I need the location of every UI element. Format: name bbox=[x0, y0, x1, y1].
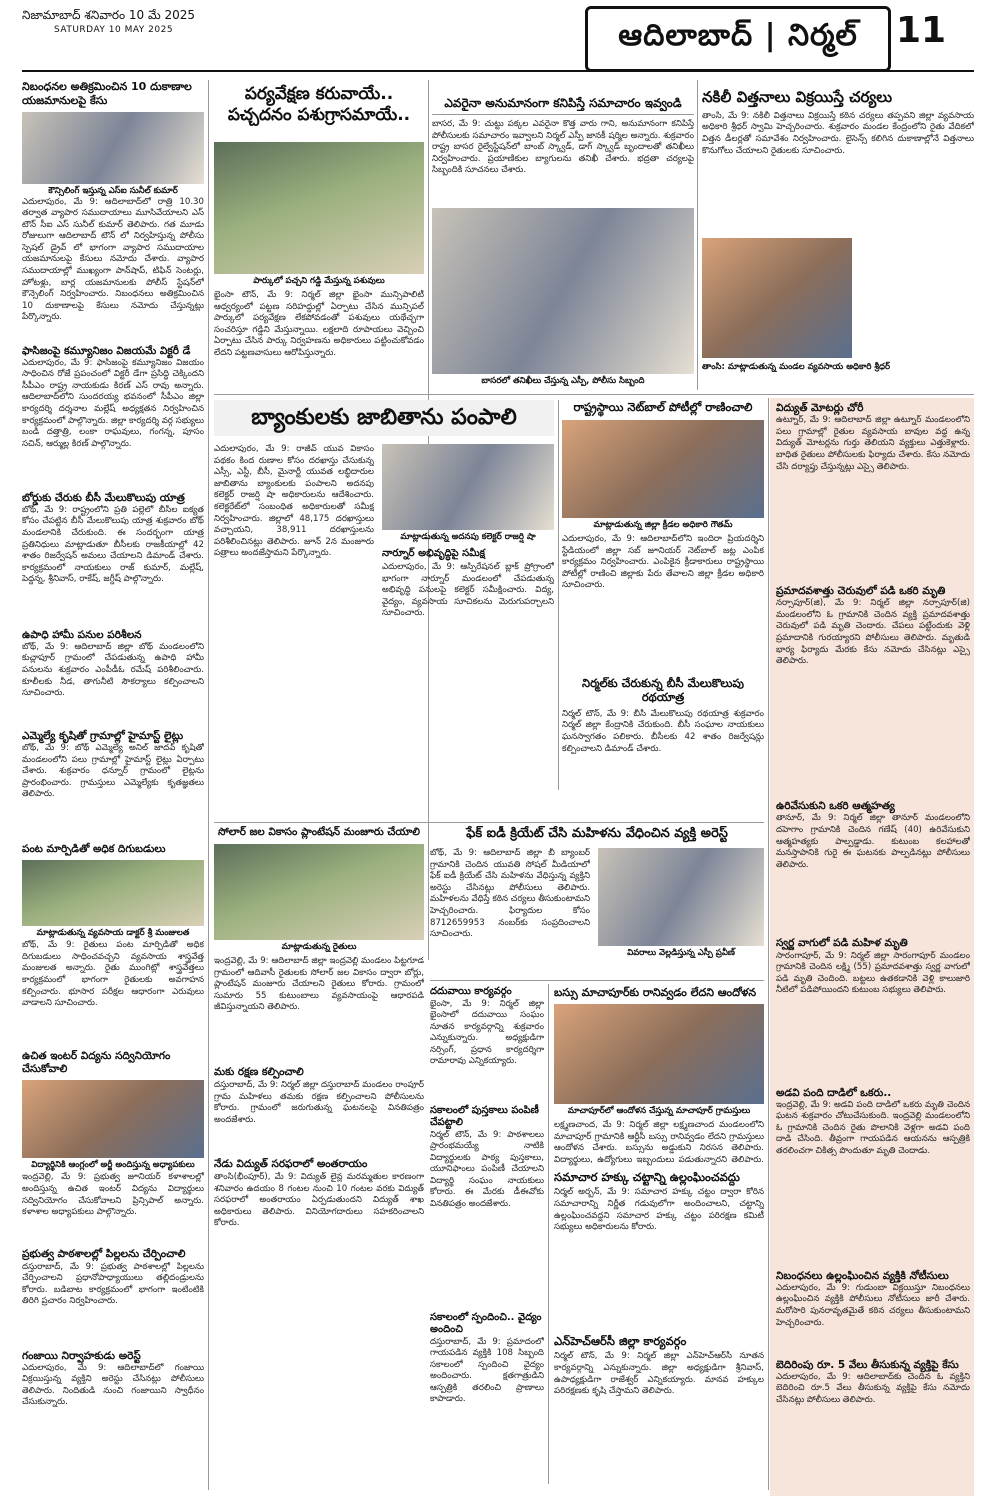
story-headline: అడవి పంది దాడిలో ఒకరు.. bbox=[776, 1086, 892, 1099]
villagers-protest-photo bbox=[554, 1004, 764, 1104]
shop-owners-photo bbox=[22, 112, 204, 184]
cattle-in-park-photo bbox=[214, 142, 424, 274]
story-headline: నిబంధనలు ఉల్లంఘించిన వ్యక్తికి నోటీసులు bbox=[776, 1269, 949, 1282]
story-headline: విద్యుత్ మోటర్లు చోరీ bbox=[776, 402, 864, 414]
story-body: దస్తురాబాద్, మే 9: ప్రభుత్వ పాఠశాలల్లో పిల్లలను చేర్పించాలని ప్రధానోపాధ్యాయులు తల్లిదండ్రులను కోరారు. బడిబాట కార్యక్రమంలో భాగంగా ఇంటింటికి తిరిగి ప్రచారం నిర్వహించారు. bbox=[22, 1261, 204, 1307]
story-headline: ఎన్‌హెచ్‌ఆర్‌సీ జిల్లా కార్యవర్గం bbox=[554, 1334, 687, 1348]
photo-caption: వివరాలు వెల్లడిస్తున్న ఎస్పీ ప్రవీణ్ bbox=[627, 948, 735, 958]
story-photo bbox=[22, 112, 204, 197]
left-column bbox=[22, 80, 204, 1495]
story-body: తాంసి, మే 9: నకిలీ విత్తనాలు విక్రయిస్తే కఠిన చర్యలు తప్పవని జిల్లా వ్యవసాయ అధికారి శ్రీధర్ స్వామి హెచ్చరించారు. శుక్రవారం మండల కేంద్రంలోని రైతు వేదికలో విత్తన డీలర్లతో సమావేశం నిర్వహించారు. లైసెన్స్ కలిగిన దుకాణాల్లోనే విత్తనాలు కొనుగోలు చేయాలని రైతులకు సూచించారు. bbox=[702, 110, 974, 156]
sub-headline: మకు రక్షణ కల్పించాలి bbox=[214, 1066, 304, 1078]
photo-caption: తాంసి: మాట్లాడుతున్న మండల వ్యవసాయ అధికారి శ్రీధర్ bbox=[702, 362, 891, 372]
rti-story bbox=[554, 1170, 764, 1330]
story-headline: ఉరివేసుకుని ఒకరి ఆత్మహత్య bbox=[776, 800, 895, 813]
story-headline: ఫాసిజంపై కమ్యూనిజం విజయమే విక్టరీ డే bbox=[22, 344, 191, 357]
story-body: ఎదులాపురం, మే 9: రాజీవ్ యువ వికాసం పథకం కింద రుణాల కోసం దరఖాస్తు చేసుకున్న ఎస్సీ, ఎస్టీ, బీసీ, మైనార్టీ యువత లబ్ధిదారుల జాబితాను బ్యాంకులకు పంపాలని అదనపు కలెక్టర్ రాజర్షి షా అధికారులను ఆదేశించారు. కలెక్టరేట్‌లో సంబంధిత అధికారులతో సమీక్ష నిర్వహించారు. జిల్లాలో 48,175 దరఖాస్తులు వచ్చాయని, 38,911 దరఖాస్తులను పరిశీలించినట్లు తెలిపారు. జూన్ 2న మంజూరు పత్రాలు అందజేస్తామని పేర్కొన్నారు. bbox=[214, 444, 374, 559]
dateline-english: SATURDAY 10 MAY 2025 bbox=[54, 25, 174, 35]
netball-story bbox=[562, 400, 764, 670]
story-body: ఇంద్రవెల్లి, మే 9: అడవి పంది దాడిలో ఒకరు మృతి చెందిన ఘటన శుక్రవారం చోటుచేసుకుంది. ఇంద్రవెల్లి మండలంలోని ఓ గ్రామానికి చెందిన రైతు పొలానికి వెళ్లగా అడవి పంది దాడి చేసింది. తీవ్రంగా గాయపడిన ఆయనను ఆస్పత్రికి తరలించగా చికిత్స పొందుతూ మృతి చెందాడు. bbox=[776, 1099, 970, 1156]
photo-caption: కౌన్సిలింగ్ ఇస్తున్న ఎస్ఐ సునీల్ కుమార్ bbox=[48, 185, 178, 196]
story-headline: ఎవరైనా అనుమానంగా కనిపిస్తే సమాచారం ఇవ్వండి bbox=[432, 96, 694, 115]
nhrc-story bbox=[554, 1334, 764, 1490]
students-photo bbox=[22, 1080, 204, 1158]
police-inspection-photo bbox=[432, 208, 694, 374]
story-headline: బోర్డుకు చేరుకు బీసీ మేలుకొలుపు యాత్ర bbox=[22, 491, 185, 504]
masthead-dateline bbox=[22, 8, 195, 38]
district-title: ఆదిలాబాద్ | నిర్మల్ bbox=[585, 6, 891, 72]
sub-headline: నార్నూర్ అభివృద్ధిపై సమీక్ష bbox=[382, 548, 485, 559]
page-number: 11 bbox=[896, 10, 947, 51]
column-divider bbox=[208, 80, 209, 1490]
story-headline: పర్యవేక్షణ కరువాయే.. bbox=[244, 84, 394, 104]
story-body: బోథ్, మే 9: రాష్ట్రంలోని ప్రతి పల్లెలో బీసీల ఐక్యత కోసం చేపట్టిన బీసీ మేలుకొలుపు యాత్ర శుక్రవారం బోథ్ మండలానికి చేరుకుంది. ఈ సందర్భంగా యాత్ర ప్రతినిధులు మాట్లాడుతూ బీసీలకు రాజకీయాల్లో 42 శాతం రిజర్వేషన్ అమలు చేయాలని డిమాండ్ చేశారు. కార్యక్రమంలో నాయకులు రాజ్ కుమార్, మల్లేష్, పెద్దన్న, శ్రీనివాస్, రాకేష్, జగ్దీష్ పాల్గొన్నారు. bbox=[22, 504, 204, 585]
farmers-photo bbox=[22, 860, 204, 926]
sub-body: నిర్మల్ టౌన్, మే 9: పాఠశాలలు ప్రారంభమయ్యే నాటికి విద్యార్థులకు పాఠ్య పుస్తకాలు, యూనిఫాంలు పంపిణీ చేయాలని విద్యార్థి సంఘం నాయకులు కోరారు. ఈ మేరకు డీఈవోకు వినతిపత్రం అందజేశారు. bbox=[430, 1129, 544, 1210]
right-column bbox=[776, 402, 970, 1492]
story-headline: సోలార్ జల వికాసం ప్లాంటేషన్ మంజూరు చేయాలి bbox=[218, 826, 420, 838]
masthead-rule bbox=[22, 70, 974, 72]
story-body: నిర్మల్ టౌన్, మే 9: నిర్మల్ జిల్లా ఎన్‌హెచ్‌ఆర్‌సీ నూతన కార్యవర్గాన్ని ఎన్నుకున్నారు. జిల్లా అధ్యక్షుడిగా శ్రీనివాస్, ఉపాధ్యక్షుడిగా రాజేశ్వర్ ఎన్నికయ్యారు. మానవ హక్కుల పరిరక్షణకు కృషి చేస్తామని తెలిపారు. bbox=[554, 1351, 764, 1397]
story-headline-line2: పచ్చదనం పశుగ్రాసమాయే.. bbox=[227, 105, 411, 126]
photo-caption: మాచాపూర్‌లో ఆందోళన చేస్తున్న మాచాపూర్ గ్రామస్తులు bbox=[567, 1106, 751, 1116]
story-photo bbox=[22, 1080, 204, 1172]
sub-body: తాంసి(భీంపూర్), మే 9: విద్యుత్ లైన్ల మరమ్మతుల కారణంగా శనివారం ఉదయం 8 గంటల నుంచి 10 గంటల వరకు విద్యుత్ సరఫరాలో అంతరాయం ఏర్పడుతుందని విద్యుత్ శాఖ అధికారులు తెలిపారు. వినియోగదారులు సహకరించాలని కోరారు. bbox=[214, 1172, 424, 1229]
daduvai-story bbox=[430, 986, 544, 1486]
section-rule bbox=[430, 980, 764, 981]
story-body: భైంసా టౌన్, మే 9: నిర్మల్ జిల్లా భైంసా మున్సిపాలిటీ ఆధ్వర్యంలో పట్టణ సరిహద్దుల్లో ఏర్పాటు చేసిన మున్సిపల్ పార్కులో పర్యవేక్షణ లేకపోవడంతో పశువులు యథేచ్ఛగా సంచరిస్తూ గడ్డిని మేస్తున్నాయి. లక్షలాది రూపాయలు వెచ్చించి ఏర్పాటు చేసిన పార్కు నిర్వహణను అధికారులు పట్టించుకోవడం లేదని పట్టణవాసులు ఆరోపిస్తున్నారు. bbox=[214, 290, 424, 358]
netball-team-photo bbox=[562, 420, 764, 518]
story-body: బోథ్, మే 9: బోథ్ ఎమ్మెల్యే అనిల్ జాదవ్ కృషితో మండలంలోని పలు గ్రామాల్లో హైమాస్ట్ లైట్లు ఏర్పాటు చేశారు. శుక్రవారం ధన్నూర్ గ్రామంలో లైట్లను ప్రారంభించారు. గ్రామస్తులు ఎమ్మెల్యేకు కృతజ్ఞతలు తెలిపారు. bbox=[22, 743, 204, 800]
story-body: ఎదులాపురం, మే 9: ఆదిలాబాద్‌లోని ఇందిరా ప్రియదర్శిని స్టేడియంలో జిల్లా సబ్ జూనియర్ నెట్‌బాల్ జట్ల ఎంపిక కార్యక్రమం నిర్వహించారు. ఎంపికైన క్రీడాకారులు రాష్ట్రస్థాయి పోటీల్లో రాణించి జిల్లాకు పేరు తేవాలని జిల్లా క్రీడల అధికారి సూచించారు. bbox=[562, 534, 764, 591]
story-headline: పంట మార్పిడితో అధిక దిగుబడులు bbox=[22, 843, 166, 855]
sub-body: ఎదులాపురం, మే 9: ఆస్పిరేషనల్ బ్లాక్ ప్రోగ్రాంలో భాగంగా నార్నూర్ మండలంలో చేపడుతున్న అభివృద్ధి పనులపై కలెక్టర్ సమీక్షించారు. విద్య, వైద్యం, వ్యవసాయ సూచికలను మెరుగుపర్చాలని సూచించారు. bbox=[382, 562, 554, 619]
story-body: బోథ్, మే 9: రైతులు పంట మార్పిడితో అధిక దిగుబడులు సాధించవచ్చని వ్యవసాయ శాస్త్రవేత్త మంజులత అన్నారు. రైతు ముంగిట్లో శాస్త్రవేత్తలు కార్యక్రమంలో భాగంగా రైతులకు అవగాహన కల్పించారు. భూసార పరీక్షల ఆధారంగా ఎరువులు వాడాలని సూచించారు. bbox=[22, 940, 204, 1009]
story-headline: దదువాయి కార్యవర్గం bbox=[430, 986, 512, 997]
story-body: ఇంద్రవెల్లి, మే 9: ఆదిలాబాద్ జిల్లా ఇంద్రవెల్లి మండలం పిట్టగూడ గ్రామంలో ఆదివాసీ రైతులకు సోలార్ జల వికాసం ద్వారా బోర్లు, ప్లాంటేషన్ మంజూరు చేయాలని రైతులు కోరారు. గ్రామంలో సుమారు 55 కుటుంబాలు వ్యవసాయంపై ఆధారపడి జీవిస్తున్నాయని తెలిపారు. bbox=[214, 956, 424, 1013]
story-body: నిర్మల్ అర్బన్, మే 9: సమాచార హక్కు చట్టం ద్వారా కోరిన సమాచారాన్ని నిర్ణీత గడువులోగా అందించాలని, చట్టాన్ని ఉల్లంఘించవద్దని సమాచార హక్కు చట్టం పరిరక్షణ కమిటీ సభ్యులు అధికారులను కోరారు. bbox=[554, 1187, 764, 1233]
story-photo bbox=[22, 860, 204, 940]
park-story bbox=[214, 84, 424, 384]
photo-caption: పార్కులో పచ్చని గడ్డి మేస్తున్న పశువులు bbox=[253, 276, 385, 286]
story-headline: బస్సు మాచాపూర్‌కు రానివ్వడం లేదని ఆందోళన bbox=[554, 986, 757, 999]
story-body: ఎదులాపురం, మే 9: ఫాసిజంపై కమ్యూనిజం విజయం సాధించిన రోజే ప్రపంచంలో విక్టరీ డేగా ప్రసిద్ధి చెక్కిందని సీపీఎం రాష్ట్ర నాయకుడు కిరణ్ ఎస్ రావు అన్నారు. ఆదిలాబాద్‌లోని సుందరయ్య భవనంలో సీపీఎం జిల్లా కార్యదర్శి దర్శనాల మల్లేష్ అధ్యక్షతన నిర్వహించిన కార్యక్రమంలో పాల్గొన్నారు. జిల్లా కార్యదర్శి వర్గ సభ్యులు బండి దత్తాత్రి, లంకా రాఘవులు, గంగన్న, పూసం సచిన్, ఆర్ముల్ల కిరణ్ పాల్గొన్నారు. bbox=[22, 357, 204, 449]
fake-id-story bbox=[430, 826, 764, 976]
dateline-telugu: నిజామాబాద్ శనివారం 10 మే 2025 bbox=[22, 8, 196, 22]
story-body: నిర్మల్ టౌన్, మే 9: బీసీ మేలుకొలుపు రథయాత్ర శుక్రవారం నిర్మల్ జిల్లా కేంద్రానికి చేరుకుంది. బీసీ సంఘాల నాయకులు ఘనస్వాగతం పలికారు. బీసీలకు 42 శాతం రిజర్వేషన్లు కల్పించాలని డిమాండ్ చేశారు. bbox=[562, 708, 764, 754]
story-body: బోథ్, మే 9: ఆదిలాబాద్ జిల్లా బోథ్ మండలంలోని కుచ్లాపూర్ గ్రామంలో చేపడుతున్న ఉపాధి హామీ పనులను శుక్రవారం ఎంపీడీఓ రమేష్ పరిశీలించారు. కూలీలకు నీడ, తాగునీటి సౌకర్యాలు కల్పించాలని సూచించారు. bbox=[22, 641, 204, 699]
sub-headline: నేడు విద్యుత్ సరఫరాలో అంతరాయం bbox=[214, 1158, 368, 1170]
story-body: భైంసా, మే 9: నిర్మల్ జిల్లా భైంసాలో దదువాయి సంఘం నూతన కార్యవర్గాన్ని శుక్రవారం ఎన్నుకున్నారు. అధ్యక్షుడిగా నర్సింగ్, ప్రధాన కార్యదర్శిగా రామారావు ఎన్నికయ్యారు. bbox=[430, 998, 544, 1067]
sub-body: దస్తురాబాద్, మే 9: నిర్మల్ జిల్లా దస్తురాబాద్ మండలం రాంపూర్ గ్రామ మహిళలు తమకు రక్షణ కల్పించాలని పోలీసులను కోరారు. గ్రామంలో జరుగుతున్న ఘటనలపై వినతిపత్రం అందజేశారు. bbox=[214, 1080, 424, 1125]
story-body: లక్ష్మణచాంద, మే 9: నిర్మల్ జిల్లా లక్ష్మణచాంద మండలంలోని మాచాపూర్ గ్రామానికి ఆర్టీసీ బస్సు రానివ్వడం లేదని గ్రామస్తులు ఆందోళన చేశారు. బస్సును అడ్డుకుని నిరసన తెలిపారు. విద్యార్థులు, ఉద్యోగులు ఇబ్బందులు పడుతున్నారని తెలిపారు. bbox=[554, 1120, 764, 1165]
photo-caption: బాసరలో తనిఖీలు చేస్తున్న ఎస్పీ, పోలీసు సిబ్బంది bbox=[481, 376, 645, 386]
column-divider bbox=[558, 400, 559, 790]
story-headline: ఫేక్ ఐడీ క్రియేట్ చేసి మహిళను వేధించిన వ్యక్తి అరెస్ట్ bbox=[466, 826, 728, 841]
story-headline: బ్యాంకులకు జాబితాను పంపాలి bbox=[214, 400, 554, 436]
section-rule bbox=[214, 822, 764, 823]
column-divider bbox=[697, 80, 698, 390]
story-body: ఉట్నూర్, మే 9: ఆదిలాబాద్ జిల్లా ఉట్నూర్ మండలంలోని పలు గ్రామాల్లో రైతుల వ్యవసాయ బావుల వద్ద ఉన్న విద్యుత్ మోటర్లను గుర్తు తెలియని వ్యక్తులు ఎత్తుకెళ్లారు. బాధిత రైతులు పోలీసులకు ఫిర్యాదు చేశారు. కేసు నమోదు చేసి దర్యాప్తు చేస్తున్నట్లు ఎస్సై తెలిపారు. bbox=[776, 415, 970, 472]
story-body: ఎదులాపురం, మే 9: ఆదిలాబాద్‌కు చెందిన ఓ వ్యక్తిని బెదిరించి రూ.5 వేలు తీసుకున్న వ్యక్తిపై కేసు నమోదు చేసినట్లు పోలీసులు తెలిపారు. bbox=[776, 1371, 970, 1406]
story-headline: సమాచార హక్కు చట్టాన్ని ఉల్లంఘించవద్దు bbox=[554, 1170, 740, 1184]
story-body: ఎదులాపురం, మే 9: ఆదిలాబాద్‌లో గంజాయి విక్రయిస్తున్న వ్యక్తిని అరెస్టు చేసినట్లు పోలీసులు తెలిపారు. నిందితుడి నుంచి గంజాయిని స్వాధీనం చేసుకున్నారు. bbox=[22, 1362, 204, 1408]
photo-caption: మాట్లాడుతున్న జిల్లా క్రీడల అధికారి గౌతమ్ bbox=[593, 520, 733, 530]
photo-caption: మాట్లాడుతున్న అదనపు కలెక్టర్ రాజర్షి షా bbox=[400, 532, 536, 542]
sub-body: దస్తురాబాద్, మే 9: ప్రమాదంలో గాయపడిన వ్యక్తికి 108 సిబ్బంది సకాలంలో స్పందించి వైద్యం అందించారు. క్షతగాత్రుడిని ఆస్పత్రికి తరలించి ప్రాణాలు కాపాడారు. bbox=[430, 1336, 544, 1405]
story-headline: ప్రమాదవశాత్తు చెరువులో పడి ఒకరి మృతి bbox=[776, 585, 946, 598]
bc-yatra-story bbox=[562, 676, 764, 816]
story-headline: ప్రభుత్వ పాఠశాలల్లో పిల్లలను చేర్పించాలి bbox=[22, 1248, 186, 1261]
story-body: సారంగాపూర్, మే 9: నిర్మల్ జిల్లా సారంగాపూర్ మండలం గ్రామానికి చెందిన లక్ష్మి (55) ప్రమాదవశాత్తు స్వర్ణ వాగులో పడి మృతి చెందింది. బట్టలు ఉతకడానికి వెళ్లి కాలుజారి నీటిలో పడిపోయిందని కుటుంబ సభ్యులు తెలిపారు. bbox=[776, 950, 970, 996]
collector-meeting-photo bbox=[382, 444, 554, 530]
story-body: నర్సాపూర్(జి), మే 9: నిర్మల్ జిల్లా నర్సాపూర్(జి) మండలంలోని ఓ గ్రామానికి చెందిన వ్యక్తి ప్రమాదవశాత్తు చెరువులో పడి మృతి చెందారు. చేపలు పట్టేందుకు వెళ్లి ప్రమాదానికి గురయ్యారని పోలీసులు తెలిపారు. మృతుడి భార్య ఫిర్యాదు మేరకు కేసు నమోదు చేసినట్లు ఎస్సై తెలిపారు. bbox=[776, 598, 970, 667]
story-headline: రాష్ట్రస్థాయి నెట్‌బాల్ పోటీల్లో రాణించాలి bbox=[573, 400, 753, 414]
story-body: ఎదులాపురం, మే 9: గుడుంబా విక్రయిస్తూ నిబంధనలు ఉల్లంఘించిన వ్యక్తికి పోలీసులు నోటీసులు జారీ చేశారు. మరోసారి పునరావృతమైతే కఠిన చర్యలు తీసుకుంటామని హెచ్చరించారు. bbox=[776, 1282, 970, 1328]
section-rule bbox=[214, 394, 974, 395]
story-headline: నకిలీ విత్తనాలు విక్రయిస్తే చర్యలు bbox=[702, 88, 893, 106]
story-headline: ఎమ్మెల్యే కృషితో గ్రామాల్లో హైమాస్ట్ లైట్లు bbox=[22, 729, 184, 742]
story-headline: నిబంధనల అతిక్రమించిన 10 దుకాణాల యజమానులపై కేసు bbox=[22, 80, 192, 107]
column-divider bbox=[548, 984, 549, 1484]
photo-caption: మాట్లాడుతున్న వ్యవసాయ డాక్టర్ శ్రీ మంజులత bbox=[36, 928, 190, 939]
story-body: ఇంద్రవెల్లి, మే 9: ప్రభుత్వ జూనియర్ కళాశాలల్లో అందిస్తున్న ఉచిత ఇంటర్ విద్యను విద్యార్థులు సద్వినియోగం చేసుకోవాలని ప్రిన్సిపాల్ అన్నారు. కళాశాల అధ్యాపకులు పాల్గొన్నారు. bbox=[22, 1172, 204, 1218]
seeds-story bbox=[702, 88, 974, 390]
story-headline: బెదిరింపు రూ. 5 వేలు తీసుకున్న వ్యక్తిపై కేసు bbox=[776, 1358, 959, 1371]
bus-story bbox=[554, 986, 764, 1166]
story-body: బాసర, మే 9: చుట్టు పక్కల ఎవరైనా కొత్త వారు గాని, అనుమానంగా కనిపిస్తే పోలీసులకు సమాచారం ఇవ్వాలని నిర్మల్ ఎస్పీ జానకీ షర్మిల అన్నారు. శుక్రవారం రాష్ట్ర బాసర రైల్వేస్టేషన్‌లో బాంబ్ స్క్వాడ్, డాగ్ స్క్వాడ్ బృందాలతో తనిఖీలు నిర్వహించారు. ప్రయాణికుల బ్యాగులను తనిఖీ చేశారు. భద్రతా చర్యలపై సిబ్బందికి సూచనలు చేశారు. bbox=[432, 119, 694, 176]
sub-headline: సకాలంలో స్పందించి.. వైద్యం అందించి bbox=[430, 1311, 542, 1335]
farmers-meeting-photo bbox=[702, 238, 852, 358]
photo-caption: మాట్లాడుతున్న రైతులు bbox=[281, 942, 357, 952]
story-body: తానూర్, మే 9: నిర్మల్ జిల్లా తానూర్ మండలంలోని దహెగాం గ్రామానికి చెందిన గణేష్ (40) ఉరివేసుకుని ఆత్మహత్యకు పాల్పడ్డాడు. కుటుంబ కలహాలతో మనస్తాపానికి గురై ఈ ఘటనకు పాల్పడినట్లు పోలీసులు తెలిపారు. bbox=[776, 813, 970, 870]
story-headline: గంజాయి నిర్వాహకుడు అరెస్ట్ bbox=[22, 1349, 141, 1362]
police-press-photo bbox=[598, 848, 764, 946]
solar-story bbox=[214, 826, 424, 1236]
story-headline: ఉపాధి హామీ పనుల పరిశీలన bbox=[22, 628, 142, 641]
bank-story bbox=[214, 400, 554, 820]
photo-caption: విద్యార్థినికి ఆంగ్లంలో అర్జీ అందిస్తున్న అధ్యాపకులు bbox=[31, 1160, 195, 1171]
story-headline: ఉచిత ఇంటర్ విద్యను సద్వినియోగం చేసుకోవాలి bbox=[22, 1050, 171, 1076]
story-body: ఎదులాపురం, మే 9: ఆదిలాబాద్‌లో రాత్రి 10.30 తర్వాత వ్యాపార సముదాయాలు మూసివేయాలని ఎస్ టౌన్ సీఐ ఎస్ సునీల్ కుమార్ తెలిపారు. గత మూడు రోజులుగా ఆదిలాబాద్ టౌన్ లో నిర్వహిస్తున్న పోలీసు స్పెషల్ డ్రైవ్ లో భాగంగా వ్యాపార సముదాయాల యజమానులపై కేసులు నమోదు చేశారు. వ్యాపార సముదాయాల్లో ముఖ్యంగా పాన్‌షాప్, టిఫిన్ సెంటర్లు, హోటళ్లు, బార్ల యజమానులకు పోలీస్ స్టేషన్‌లో కౌన్సెలింగ్ నిర్వహించారు. నిబంధనలు అతిక్రమించిన 10 దుకాణాలపై కేసులు నమోదు చేస్తున్నట్లు పేర్కొన్నారు. bbox=[22, 196, 204, 323]
column-divider bbox=[768, 398, 769, 1490]
police-story bbox=[432, 96, 694, 392]
sub-headline: సకాలంలో పుస్తకాలు పంపిణీ చేపట్టాలి bbox=[430, 1104, 539, 1128]
story-headline: స్వర్ణ వాగులో పడి మహిళ మృతి bbox=[776, 937, 908, 950]
story-headline: నిర్మల్‌కు చేరుకున్న బీసీ మేలుకొలుపు రథయాత్ర bbox=[582, 676, 744, 705]
farmers-group-photo bbox=[214, 844, 424, 940]
story-body: బోథ్, మే 9: ఆదిలాబాద్ జిల్లా బీ బ్యాంబర్ గ్రామానికి చెందిన యువతి సోషల్ మీడియాలో ఫేక్ ఐడీ క్రియేట్ చేసి మహిళను వేధిస్తున్న వ్యక్తిని అరెస్టు చేసినట్లు పోలీసులు తెలిపారు. మహిళలను వేధిస్తే కఠిన చర్యలు తీసుకుంటామని హెచ్చరించారు. ఫిర్యాదుల కోసం 8712659953 నంబర్‌కు సంప్రదించాలని సూచించారు. bbox=[430, 848, 590, 940]
